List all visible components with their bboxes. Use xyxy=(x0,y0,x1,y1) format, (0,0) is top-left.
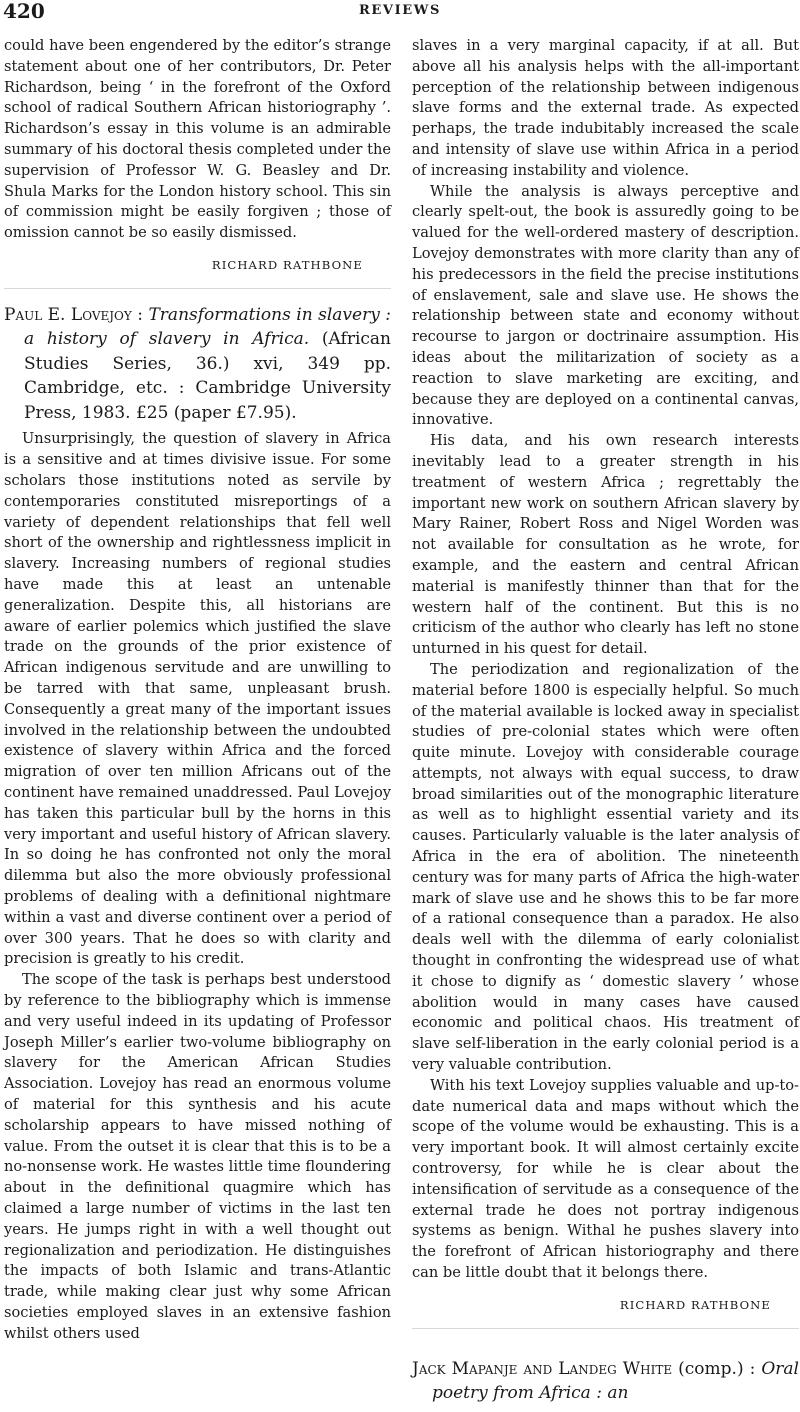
next-citation-details: (comp.) : xyxy=(672,1358,762,1379)
continuation-paragraph: slaves in a very marginal capacity, if at all. But above all his analysis helps with the all-important perception of the relationship between indigenous slave forms and the external trade. As expected perhaps, the trade indubitably increased the scale and intensity of slave use within Africa in a period of increasing instability and violence. xyxy=(412,37,799,179)
page-header xyxy=(0,0,800,26)
running-head: REVIEWS xyxy=(359,3,441,18)
intro-paragraph: could have been engendered by the editor’s strange statement about one of her contributors, Dr. Peter Richardson, being ‘ in the forefront of the Oxford school of radical Southern African historiography ’. Richardson’s essay in this volume is an admirable summary of his doctoral thesis completed under the supervision of Professor W. G. Beasley and Dr. Shula Marks for the London history school. This sin of commission might be easily forgiven ; those of omission cannot be so easily dismissed. xyxy=(4,37,391,242)
review-citation xyxy=(4,303,391,426)
next-citation-title: Oral poetry from Africa : an xyxy=(432,1358,799,1404)
body-paragraph: Unsurprisingly, the question of slavery in Africa is a sensitive and at times divisive issue. For some scholars those institutions noted as servile by contemporaries constituted misreportings of a variety of dependent relationships that fell well short of the ownership and rightlessness implicit in slavery. Increasing numbers of regional studies have made this at least an untenable generalization. Despite this, all historians are aware of earlier polemics which justified the slave trade on the grounds of the prior existence of African indigenous servitude and are unwilling to be tarred with that same, unpleasant brush. Consequently a great many of the important issues involved in the relationship between the undoubted existence of slavery within Africa and the forced migration of over ten million Africans out of the continent have remained unaddressed. Paul Lovejoy has taken this particular bull by the horns in this very important and useful history of African slavery. In so doing he has confronted not only the moral dilemma but also the more obviously professional problems of dealing with a definitional nightmare within a vast and diverse continent over a period of over 300 years. That he does so with clarity and precision is greatly to his credit. xyxy=(4,430,391,968)
reviewer-signature: RICHARD RATHBONE xyxy=(619,1297,771,1312)
section-divider xyxy=(412,1328,799,1329)
body-paragraph: The scope of the task is perhaps best understood by reference to the bibliography which is immense and very useful indeed in its updating of Professor Joseph Miller’s earlier two-volume bibliography on slavery for the American African Studies Association. Lovejoy has read an enormous volume of material for this synthesis and his acute scholarship appears to have missed nothing of value. From the outset it is clear that this is to be a no-nonsense work. He wastes little time floundering about in the definitional quagmire which has claimed a large number of victims in the last ten years. He jumps right in with a well thought out regionalization and periodization. He distinguishes the impacts of both Islamic and trans-Atlantic trade, while making clear just why some African societies employed slaves in an extensive fashion whilst others used xyxy=(4,971,392,1342)
body-paragraph: The periodization and regionalization of the material before 1800 is especially helpful. So much of the material available is locked away in specialist studies of pre-colonial states which were often quite minute. Lovejoy with considerable courage attempts, not always with equal success, to draw broad similarities out of the monographic literature as well as to highlight essential variety and its causes. Particularly valuable is the later analysis of Africa in the era of abolition. The nineteenth century was for many parts of Africa the high-water mark of slave use and he shows this to be far more of a rational consequence than a paradox. He also deals well with the dilemma of early colonialist thought in confronting the widespread use of what it chose to dignify as ‘ domestic slavery ’ whose abolition would in many cases have caused economic and political chaos. His treatment of slave self-liberation in the early colonial period is a very valuable contribution. xyxy=(412,660,799,1074)
reviewer-signature: RICHARD RATHBONE xyxy=(211,257,363,272)
next-citation-author: Jack Mapanje and Landeg White xyxy=(412,1358,673,1379)
right-column xyxy=(412,36,799,1406)
body-paragraph: While the analysis is always perceptive and clearly spelt-out, the book is assuredly going to be valued for the well-ordered mastery of description. Lovejoy demonstrates with more clarity than any of his predecessors in the field the precise institutions of enslavement, sale and slave use. He shows the relationship between state and economy without recourse to jargon or doctrinaire assumption. His ideas about the militarization of society as a reaction to slave marketing are exciting, and because they are deployed on a continental canvas, innovative. xyxy=(412,182,799,429)
body-paragraph: With his text Lovejoy supplies valuable and up-to-date numerical data and maps without which the scope of the volume would be exhausting. This is a very important book. It will almost certainly excite controversy, for while he is clear about the intensification of servitude as a consequence of the external trade he does not portray indigenous systems as benign. Withal he pushes slavery into the forefront of African historiography and there can be little doubt that it belongs there. xyxy=(412,1076,799,1282)
citation-title: Transformations in slavery : a history of slavery in Africa. xyxy=(24,304,391,350)
left-column xyxy=(4,36,391,1345)
citation-details: (African Studies Series, 36.) xvi, 349 pp. Cambridge, etc. : Cambridge University Press, 1983. £25 (paper £7.95). xyxy=(24,329,391,423)
next-review-citation xyxy=(412,1357,799,1406)
page-number: 420 xyxy=(3,0,45,23)
citation-separator: : xyxy=(131,304,149,325)
body-paragraph: His data, and his own research interests inevitably lead to a greater strength in his treatment of western Africa ; regrettably the important new work on southern African slavery by Mary Rainer, Robert Ross and Nigel Worden was not available for consultation as he wrote, for example, and the eastern and central African material is manifestly thinner than that for the western half of the continent. But this is no criticism of the author who clearly has left no stone unturned in his quest for detail. xyxy=(412,432,799,658)
section-divider xyxy=(4,288,391,289)
citation-author: Paul E. Lovejoy xyxy=(4,304,132,325)
